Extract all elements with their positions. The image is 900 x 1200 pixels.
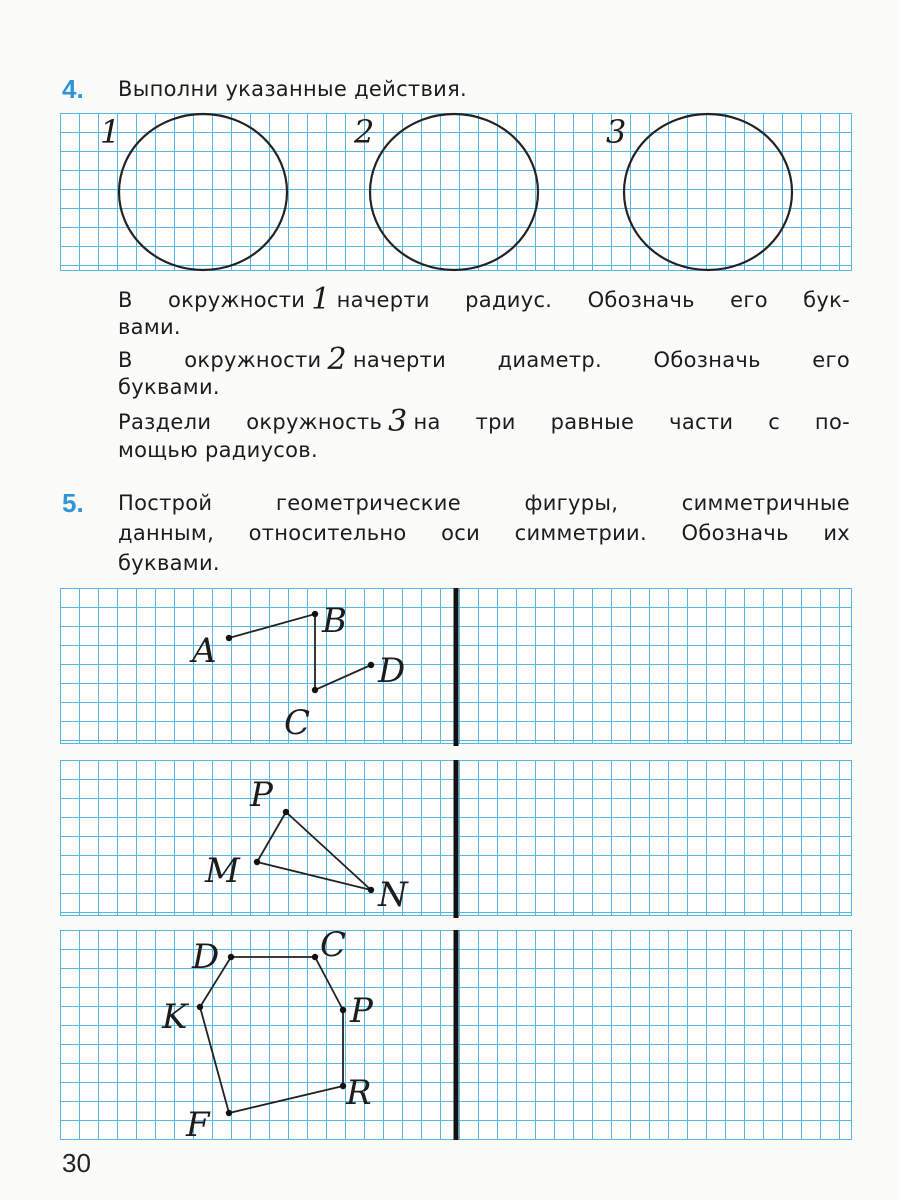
circle-1-label: 1 — [100, 113, 121, 151]
point-label-P: P — [250, 775, 273, 815]
exercise-4-task-3: Раздели окружность 3 на три равные части с по- — [118, 404, 850, 439]
exercise-4-task-3-cont: мощью радиусов. — [118, 438, 318, 462]
exercise-5-line-3: буквами. — [118, 551, 220, 575]
point-label-D2: D — [192, 937, 220, 977]
figure-2-triangle — [254, 809, 374, 893]
figure-3-hexagon — [197, 954, 346, 1116]
circle-3-label: 3 — [606, 113, 627, 151]
point-label-D: D — [378, 651, 406, 691]
point-label-B: B — [322, 601, 347, 641]
point-label-R: R — [346, 1073, 372, 1113]
exercise-4-task-2: В окружности 2 начерти диаметр. Обозначь его — [118, 342, 850, 377]
point-label-K: K — [162, 997, 188, 1037]
point-label-F: F — [186, 1105, 210, 1145]
point-label-C2: C — [320, 925, 347, 965]
circle-2-label: 2 — [354, 113, 375, 151]
exercise-4-task-1-cont: вами. — [118, 315, 181, 339]
exercise-4-task-2-cont: буквами. — [118, 375, 220, 399]
exercise-4-title: Выполни указанные действия. — [118, 77, 467, 101]
exercise-4-task-1: В окружности 1 начерти радиус. Обозначь его бук- — [118, 282, 850, 317]
exercise-5-number: 5. — [62, 488, 84, 518]
point-label-A: A — [192, 631, 217, 671]
point-label-M: M — [205, 851, 240, 891]
exercise-5-line-1: Построй геометрические фигуры, симметричные — [118, 491, 850, 515]
figure-1-polyline — [226, 611, 374, 693]
page-number: 30 — [62, 1148, 91, 1178]
point-label-P2: P — [350, 991, 373, 1031]
point-label-N: N — [378, 875, 408, 915]
exercise-5-line-2: данным, относительно оси симметрии. Обозначь их — [118, 521, 850, 545]
point-label-C: C — [284, 703, 311, 743]
exercise-4-number: 4. — [62, 74, 84, 104]
